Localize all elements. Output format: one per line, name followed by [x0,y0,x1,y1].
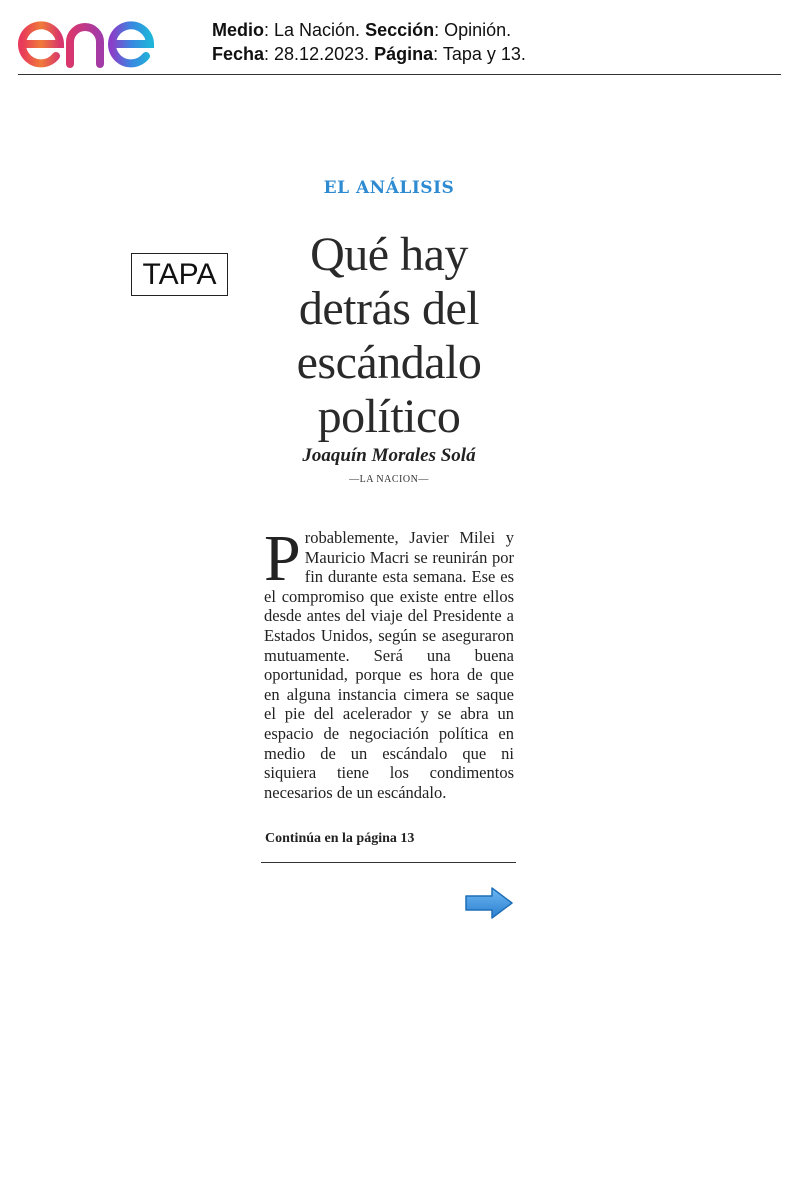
headline-line: Qué hay [310,228,468,281]
pagina-value: : Tapa y 13. [433,44,526,64]
drop-cap: P [264,522,301,595]
article-headline [262,228,516,444]
seccion-value: : Opinión. [434,20,512,40]
pagina-label: Página [374,44,434,64]
article-body-text: robablemente, Javier Milei y Mauricio Macri se reunirán por fin durante esta semana. Ese es el compromiso que existe entre ellos desde antes del viaje del Presidente a Estados Unidos, según se aseguraron mutuamente. Será una buena oportunidad, porque es hora de que en alguna instancia cimera se saque el pie del acelerador y se abra un espacio de negociación política en medio de un escándalo que ni siquiera tiene los condimentos necesarios de un escándalo. [264,528,514,802]
medio-value: : La Nación. [264,20,366,40]
article-bottom-divider [261,862,516,863]
medio-label: Medio [212,20,264,40]
meta-line-1 [212,18,526,42]
arrow-right-icon[interactable] [463,885,515,921]
header-divider [18,74,781,75]
article-kicker: EL ANÁLISIS [323,178,455,198]
article-author: Joaquín Morales Solá [302,445,476,466]
continue-link: Continúa en la página 13 [265,831,415,846]
meta-line-2 [212,42,526,66]
seccion-label: Sección [365,20,435,40]
fecha-label: Fecha [212,44,265,64]
headline-line: escándalo [296,336,482,389]
enel-logo [14,4,190,70]
tapa-tag: TAPA [131,253,228,296]
headline-line: detrás del [298,282,480,335]
fecha-value: : 28.12.2023. [264,44,375,64]
article-body [264,522,514,802]
headline-line: político [317,390,461,443]
publication-meta [212,18,526,66]
article-outlet: —LA NACION— [349,474,429,485]
